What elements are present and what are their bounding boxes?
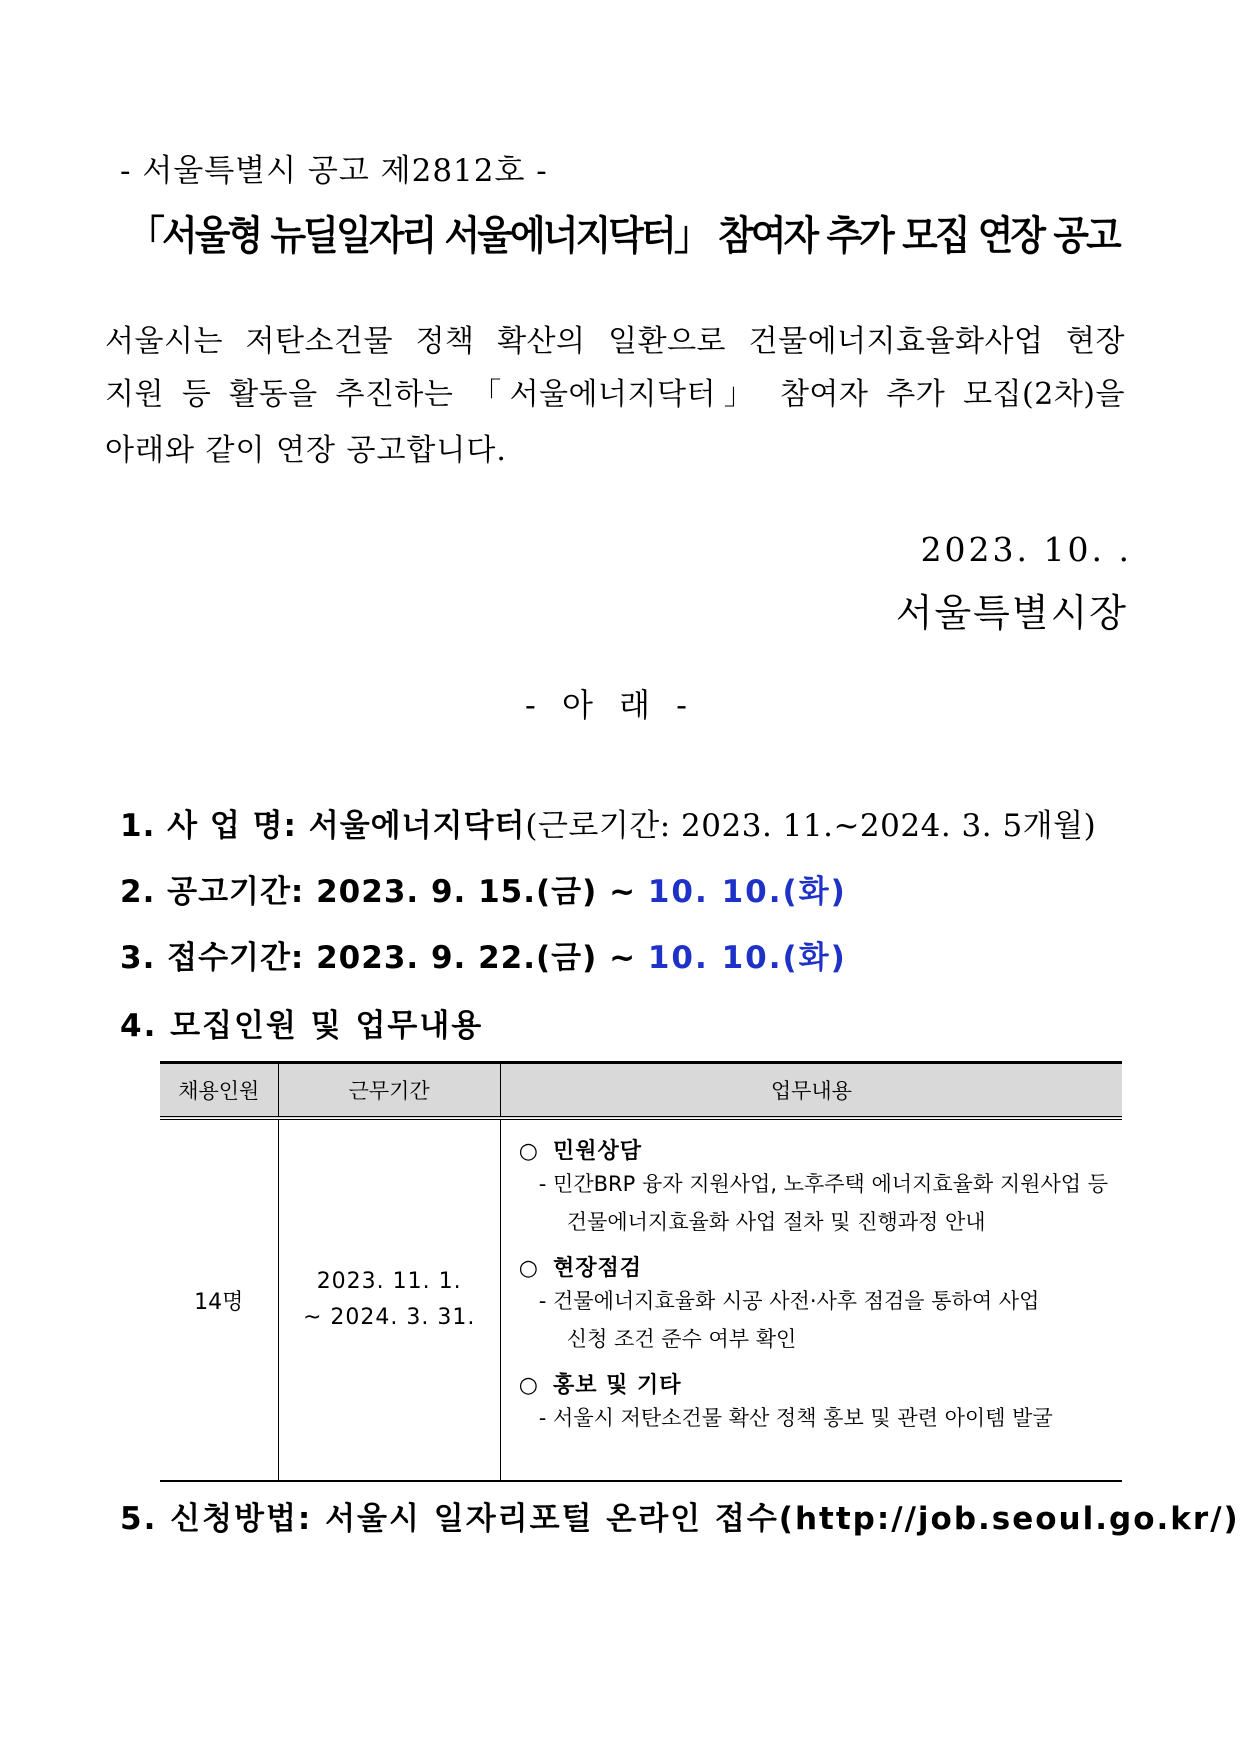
header-headcount: 채용인원	[160, 1063, 278, 1119]
duty-detail: - 건물에너지효율화 시공 사전·사후 점검을 통하여 사업	[538, 1289, 1040, 1313]
duty-detail: 건물에너지효율화 사업 절차 및 진행과정 안내	[566, 1210, 986, 1234]
circle-bullet-icon: ○	[518, 1373, 539, 1398]
duty-block	[519, 1251, 1108, 1358]
item-application-method	[120, 1493, 1240, 1538]
header-duties: 업무내용	[500, 1063, 1122, 1119]
period-end: ~ 2024. 3. 31.	[302, 1305, 476, 1330]
announcement-date: 2023. 10. .	[920, 530, 1132, 569]
intro-line-3: 아래와 같이 연장 공고합니다.	[105, 433, 507, 468]
item-4-label: 4. 모집인원 및 업무내용	[120, 1008, 484, 1044]
signer-title: 서울특별시장	[895, 591, 1128, 635]
item-2-end-date: 10. 10.(화)	[647, 874, 847, 910]
recruitment-table	[160, 1061, 1122, 1482]
circle-bullet-icon: ○	[518, 1256, 539, 1281]
intro-line-1: 서울시는 저탄소건물 정책 확산의 일환으로 건물에너지효율화사업 현장	[105, 324, 1125, 359]
period-start: 2023. 11. 1.	[316, 1269, 462, 1294]
duty-title: 홍보 및 기타	[552, 1373, 682, 1398]
table-header-row	[160, 1063, 1122, 1119]
notice-number: - 서울특별시 공고 제2812호 -	[120, 153, 548, 189]
item-3-end-date: 10. 10.(화)	[647, 940, 847, 976]
item-5-label: 5. 신청방법: 서울시 일자리포털 온라인 접수(http://job.seoul.go.kr/)	[120, 1501, 1240, 1537]
duty-detail: - 서울시 저탄소건물 확산 정책 홍보 및 관련 아이템 발굴	[538, 1406, 1053, 1430]
item-notice-period	[120, 866, 847, 911]
duty-title: 현장점검	[552, 1256, 642, 1281]
item-application-period	[120, 932, 847, 977]
header-period: 근무기간	[278, 1063, 500, 1119]
item-1-detail: (근로기간: 2023. 11.~2024. 3. 5개월)	[525, 808, 1097, 844]
item-2-label: 2. 공고기간: 2023. 9. 15.(금) ~	[120, 874, 648, 910]
item-recruitment	[120, 1000, 483, 1045]
cell-headcount: 14명	[160, 1118, 278, 1481]
duty-block	[519, 1134, 1108, 1241]
table-row	[160, 1118, 1122, 1481]
page-title: 「서울형 뉴딜일자리 서울에너지닥터」 참여자 추가 모집 연장 공고	[128, 213, 1119, 259]
duty-detail: 신청 조건 준수 여부 확인	[566, 1327, 797, 1351]
item-1-label: 1. 사 업 명: 서울에너지닥터	[120, 808, 526, 844]
section-heading: - 아 래 -	[525, 686, 695, 724]
duty-detail: - 민간BRP 융자 지원사업, 노후주택 에너지효율화 지원사업 등	[538, 1172, 1108, 1196]
cell-duties	[500, 1118, 1122, 1481]
item-3-label: 3. 접수기간: 2023. 9. 22.(금) ~	[120, 940, 648, 976]
duty-block	[519, 1368, 1108, 1437]
circle-bullet-icon: ○	[518, 1139, 539, 1164]
cell-period	[278, 1118, 500, 1481]
duty-title: 민원상담	[552, 1139, 642, 1164]
intro-line-2: 지원 등 활동을 추진하는 「서울에너지닥터」 참여자 추가 모집(2차)을	[105, 377, 1125, 412]
item-business-name	[120, 800, 1096, 845]
